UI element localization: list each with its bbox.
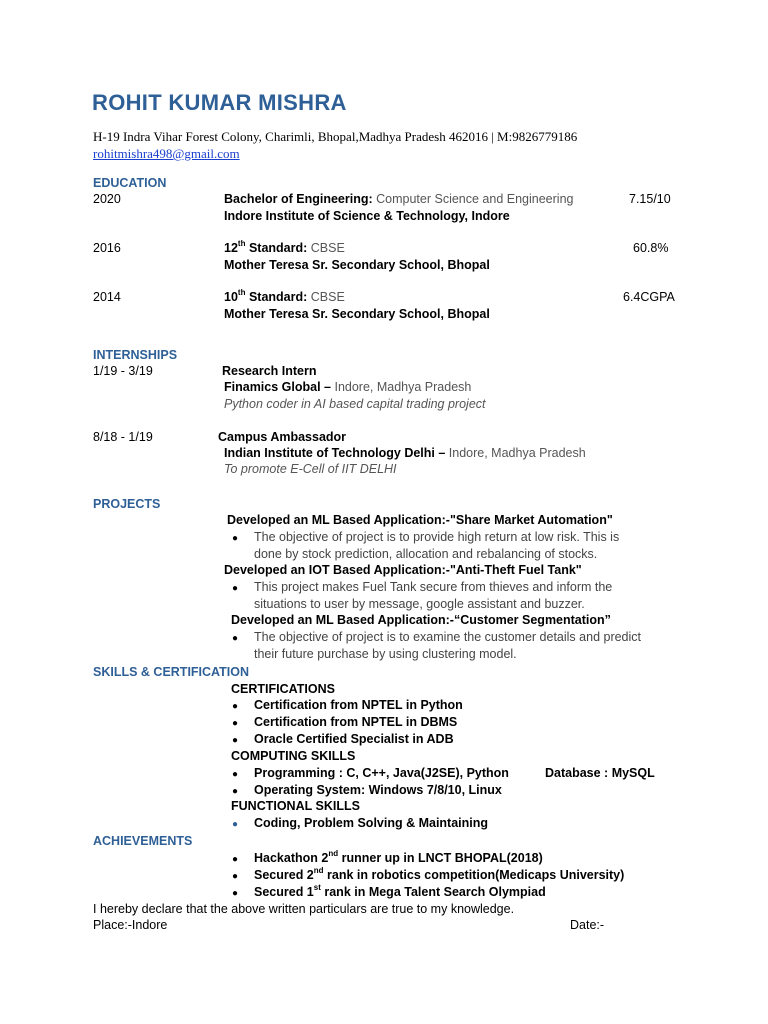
project-description-line: The objective of project is to examine the customer details and predict — [254, 630, 642, 644]
projects-heading: PROJECTS — [93, 497, 161, 511]
achievements-heading: ACHIEVEMENTS — [93, 834, 193, 848]
education-degree: 12th Standard: CBSE — [224, 238, 345, 255]
bullet-icon: ● — [232, 854, 239, 865]
project-title: Developed an ML Based Application:-“Customer Segmentation” — [231, 613, 611, 627]
programming-skills: Programming : C, C++, Java(J2SE), Python — [254, 766, 509, 780]
email-link[interactable]: rohitmishra498@gmail.com — [93, 146, 240, 161]
project-description-line: The objective of project is to provide high return at low risk. This is — [254, 530, 620, 544]
declaration-text: I hereby declare that the above written particulars are true to my knowledge. — [93, 902, 515, 916]
project-title: Developed an ML Based Application:-"Share Market Automation" — [227, 513, 613, 527]
education-heading: EDUCATION — [93, 176, 167, 190]
declaration-date: Date:- — [570, 918, 605, 932]
internship-org: Indian Institute of Technology Delhi – Indore, Madhya Pradesh — [224, 446, 586, 460]
functional-skills: Coding, Problem Solving & Maintaining — [254, 816, 489, 830]
contact-address: H-19 Indra Vihar Forest Colony, Charimli, Bhopal,Madhya Pradesh 462016 | M:9826779186 — [93, 129, 578, 144]
skills-heading: SKILLS & CERTIFICATION — [93, 665, 250, 679]
bullet-icon: ● — [232, 633, 239, 644]
certification-item: Oracle Certified Specialist in ADB — [254, 732, 454, 746]
os-skills: Operating System: Windows 7/8/10, Linux — [254, 783, 502, 797]
resume-name: ROHIT KUMAR MISHRA — [92, 90, 347, 115]
internship-org: Finamics Global – Indore, Madhya Pradesh — [224, 380, 472, 394]
bullet-icon: ● — [232, 583, 239, 594]
education-year: 2014 — [93, 290, 121, 304]
bullet-icon: ● — [232, 735, 239, 746]
project-description-line: their future purchase by using clustering model. — [254, 647, 517, 661]
achievement-item: Secured 1st rank in Mega Talent Search Olympiad — [254, 882, 546, 899]
education-score: 7.15/10 — [629, 192, 671, 206]
internships-heading: INTERNSHIPS — [93, 348, 178, 362]
internship-dates: 1/19 - 3/19 — [93, 364, 153, 378]
bullet-icon: ● — [232, 533, 239, 544]
database-skills: Database : MySQL — [545, 766, 655, 780]
education-degree: Bachelor of Engineering: Computer Science and Engineering — [224, 192, 574, 206]
bullet-icon: ● — [232, 769, 239, 780]
education-institute: Indore Institute of Science & Technology, Indore — [224, 209, 510, 223]
certification-item: Certification from NPTEL in Python — [254, 698, 463, 712]
bullet-icon: ● — [232, 888, 239, 899]
education-institute: Mother Teresa Sr. Secondary School, Bhopal — [224, 307, 490, 321]
certification-item: Certification from NPTEL in DBMS — [254, 715, 458, 729]
education-year: 2016 — [93, 241, 121, 255]
project-description-line: This project makes Fuel Tank secure from thieves and inform the — [254, 580, 613, 594]
certifications-heading: CERTIFICATIONS — [231, 682, 335, 696]
functional-skills-heading: FUNCTIONAL SKILLS — [231, 799, 360, 813]
bullet-icon: ● — [232, 871, 239, 882]
education-score: 60.8% — [633, 241, 669, 255]
internship-role: Research Intern — [222, 364, 317, 378]
internship-dates: 8/18 - 1/19 — [93, 430, 153, 444]
education-year: 2020 — [93, 192, 121, 206]
project-description-line: done by stock prediction, allocation and rebalancing of stocks. — [254, 547, 598, 561]
education-degree: 10th Standard: CBSE — [224, 287, 345, 304]
internship-description: Python coder in AI based capital trading project — [224, 397, 486, 411]
education-score: 6.4CGPA — [623, 290, 675, 304]
computing-skills-heading: COMPUTING SKILLS — [231, 749, 356, 763]
bullet-icon: ● — [232, 701, 239, 712]
achievement-item: Hackathon 2nd runner up in LNCT BHOPAL(2018) — [254, 848, 543, 865]
bullet-icon: ● — [232, 786, 239, 797]
project-description-line: situations to user by message, google assistant and buzzer. — [254, 597, 585, 611]
internship-description: To promote E-Cell of IIT DELHI — [224, 462, 397, 476]
bullet-icon: ● — [232, 819, 239, 830]
internship-role: Campus Ambassador — [218, 430, 347, 444]
education-institute: Mother Teresa Sr. Secondary School, Bhopal — [224, 258, 490, 272]
achievement-item: Secured 2nd rank in robotics competition(Medicaps University) — [254, 865, 625, 882]
project-title: Developed an IOT Based Application:-"Anti-Theft Fuel Tank" — [224, 563, 582, 577]
declaration-place: Place:-Indore — [93, 918, 168, 932]
bullet-icon: ● — [232, 718, 239, 729]
